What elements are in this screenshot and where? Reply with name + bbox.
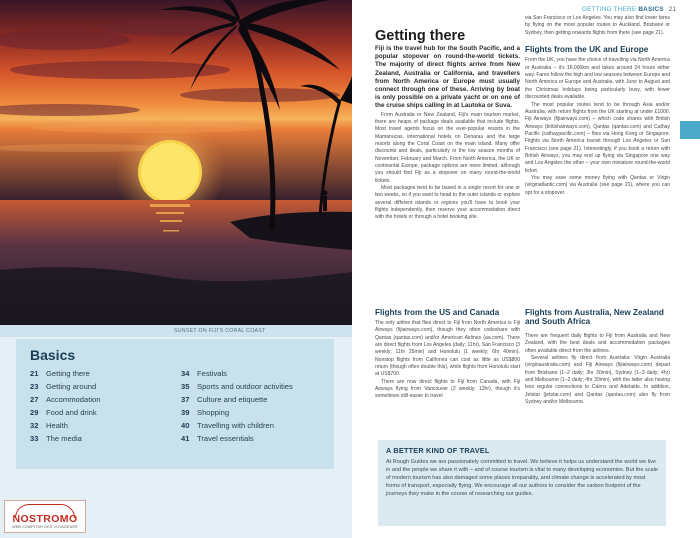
contents-page-number: 32 [30,421,39,430]
article-paragraph: Several airlines fly direct from Australia: Virgin Australia (virginaustralia.com) and Fiji Airways (fijiairways.com) depart from Brisbane (1–2 daily; 3hr 30min), Sydney (1–3 daily; 4hr) and Melbourne (1–2 daily; 4hr 30min), with the latter also having less regular connections to Cairns and Adelaide. In addition, Jetstar (jetstar.com) and Qantas (qantas.com) also fly from Sydney and/or Melbourne. [525,355,670,406]
article-paragraph: via San Francisco or Los Angeles. You may also find lower fares by flying on the more popular routes to Auckland, Brisbane or Sydney, then getting onwards flights from there (see page 21). [525,15,670,36]
sunset-photo [0,0,352,325]
page-number: 21 [668,6,677,13]
contents-column-left [30,367,169,445]
article-paragraph: From Australia or New Zealand, Fiji's main tourism market, there are heaps of package deals available that include flights. Most travel agents focus on the ever-popular resorts in the Mamanucas, international hotels on Denarau and the large resorts along the Coral Coast on the main island. Many offer discounts and deals, particularly in the low season months of November, February and March. From North America, the UK or continental Europe, package options are more limited, although you should find Fiji as a stopover on many round-the-world tickets. [375,111,520,184]
running-head-chapter: BASICS [638,6,664,13]
contents-item[interactable] [181,367,320,380]
contents-item[interactable] [181,393,320,406]
contents-item[interactable] [30,419,169,432]
contents-label: Culture and etiquette [197,395,268,404]
photo-caption: SUNSET ON FIJI'S CORAL COAST [0,325,352,337]
article-paragraph: The only airline that flies direct to Fiji from North America is Fiji Airways (fijiairways.com), though they often codeshare with Qantas (qantas.com) and/or American Airlines (aa.com). There are direct flights from Los Angeles (daily; 11hr), San Francisco (3 weekly; 11hr 25min) and Honolulu (1 weekly; 6hr 40min). Nonstop flights from California can cost as little as US$800 return (though often double this), while flights from Honolulu start at US$700. [375,320,520,378]
contents-item[interactable] [181,432,320,445]
contents-item[interactable] [30,432,169,445]
article-column-2 [525,15,670,197]
contents-label: Shopping [197,408,230,417]
contents-label: Travelling with children [197,421,274,430]
section-heading-us: Flights from the US and Canada [375,308,500,317]
contents-item[interactable] [30,393,169,406]
logo-tagline: WEB COMPTOIR DES VOYAGEURS [12,525,78,529]
contents-page-number: 41 [181,434,190,443]
contents-label: Health [46,421,68,430]
contents-page-number: 21 [30,369,39,378]
contents-page-number: 27 [30,395,39,404]
article-column-1 [375,28,520,222]
chapter-thumb-tab [680,121,700,139]
article-paragraph: There are now direct flights to Fiji from Canada, with Fiji Airways flying from Vancouver (2 weekly; 12hr), though it's sometimes still easier to travel [375,378,520,400]
us-section-body [375,320,520,401]
contents-label: Getting there [46,369,90,378]
right-page [352,0,700,538]
contents-item[interactable] [181,406,320,419]
article-paragraph: Most packages tend to be based in a single resort for one or two weeks, so if you want to head to the outer islands or explore several different islands or regions you'll have to book your flights independently, then reserve your accommodation direct with the hotels or through a hotel booking site. [375,185,520,221]
article-title: Getting there [375,28,466,44]
article-paragraph: You may save some money flying with Qantas or Virgin (virginatlantic.com) via Australia (see page 21), where you can opt for a stopover. [525,174,670,196]
contents-page-number: 29 [30,408,39,417]
running-head-section: GETTING THERE [582,6,637,13]
callout-body: At Rough Guides we are passionately committed to travel. We believe it helps us understand the world we live in and the people we share it with – and of course tourism is vital to many developing economies. But the scale of modern tourism has also damaged some places irreparably, and climate change is accelerated by most forms of transport, especially flying. We encourage all our authors to consider the carbon footprint of the journeys they make in the course of researching our guides. [386,459,658,498]
contents-page-number: 39 [181,408,190,417]
contents-label: Getting around [46,382,97,391]
section-heading-australia: Flights from Australia, New Zealand and South Africa [525,308,664,327]
better-travel-callout [378,440,666,526]
callout-title: A BETTER KIND OF TRAVEL [386,446,490,455]
basics-contents-panel [16,339,334,469]
article-intro: Fiji is the travel hub for the South Pacific, and a popular stopover on round-the-world tickets. The majority of direct flights arrive from New Zealand, Australia or California, and travellers from North America or Europe must usually connect through one of these. Arriving by boat is only possible on a private yacht or on one of the cruise ships calling in at Lautoka or Suva. [375,45,520,110]
article-paragraph: From the UK, you have the choice of travelling via North America or Australia – it's 16,000km and takes around 24 hours either way. Fares follow the high and low seasons between Europe and North America or Europe and Australia, with June to August and the Christmas holidays being particularly busy, with fewer discounted deals available. [525,57,670,101]
contents-page-number: 37 [181,395,190,404]
contents-item[interactable] [30,380,169,393]
contents-page-number: 40 [181,421,190,430]
contents-page-number: 23 [30,382,39,391]
contents-label: Accommodation [46,395,101,404]
contents-item[interactable] [30,406,169,419]
contents-label: The media [46,434,82,443]
article-paragraph: There are frequent daily flights to Fiji from Australia and New Zealand, with the best deals and accommodation packages often available direct from the airlines. [525,333,670,354]
contents-label: Food and drink [46,408,97,417]
contents-item[interactable] [181,419,320,432]
logo-name: NOSTROMO [12,513,78,525]
contents-label: Travel essentials [197,434,254,443]
contents-page-number: 35 [181,382,190,391]
contents-label: Sports and outdoor activities [197,382,293,391]
section-heading-uk: Flights from the UK and Europe [525,45,649,55]
contents-page-number: 34 [181,369,190,378]
australia-section-body [525,333,670,406]
article-paragraph: The most popular routes tend to be through Asia and/or Australia, with return flights from the UK starting at under £1000. Fiji Airways (fijiairways.com) – which code shares with British Airways (britishairways.com), Qantas (qantas.com) and Cathay Pacific (cathaypacific.com) – flies via Hong Kong or Singapore. Flights via North America transit through Los Angeles or San Francisco (see page 21). Interestingly, if you book a return with British Airways, you may end up flying via Singapore one way and Los Angeles the other – your own miniature round-the-world ticket. [525,101,670,174]
contents-column-right [181,367,320,445]
contents-item[interactable] [30,367,169,380]
running-head [582,6,676,13]
contents-item[interactable] [181,380,320,393]
nostromo-logo[interactable] [4,500,86,533]
contents-page-number: 33 [30,434,39,443]
contents-label: Festivals [197,369,227,378]
basics-title: Basics [30,347,76,363]
